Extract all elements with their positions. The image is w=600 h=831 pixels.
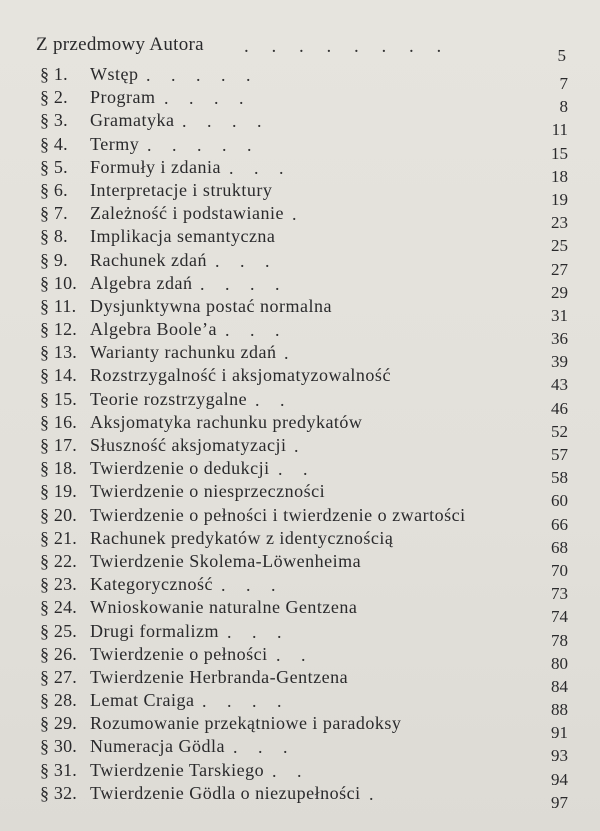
toc-section-number: § 27.: [40, 666, 77, 687]
toc-entry-title: Program: [90, 87, 156, 108]
toc-row: [36, 527, 576, 557]
toc-dot-leaders: . . .: [227, 621, 290, 642]
toc-row: [36, 110, 576, 140]
toc-section-number: § 10.: [40, 272, 77, 293]
toc-row: [36, 713, 576, 743]
toc-dot-leaders: . . . .: [200, 273, 288, 294]
toc-page-number: 46: [551, 398, 568, 418]
toc-section-number: § 3.: [40, 110, 68, 131]
toc-entry-title: Rozstrzygalność i aksjomatyzowalność: [90, 365, 391, 386]
toc-entry-title: Twierdzenie Skolema-Löwenheima: [90, 550, 362, 571]
toc-dot-leaders: . . .: [225, 320, 288, 341]
toc-page-number: 97: [551, 792, 568, 812]
toc-row: [36, 643, 576, 673]
toc-entry-title: Algebra zdań: [90, 272, 193, 293]
toc-page-number: 18: [551, 166, 568, 186]
toc-entry-title: Numeracja Gödla: [90, 736, 225, 757]
toc-entry-title: Teorie rozstrzygalne: [90, 388, 248, 409]
toc-entry-title: Twierdzenie o pełności i twierdzenie o zwartości: [90, 504, 466, 525]
toc-section-number: § 31.: [40, 759, 77, 780]
toc-page-number: 36: [551, 329, 568, 349]
toc-page-number: 80: [551, 653, 568, 673]
toc-row: [36, 87, 576, 117]
toc-section-number: § 21.: [40, 527, 77, 548]
toc-page-number: 68: [551, 537, 568, 557]
toc-section-number: § 30.: [40, 736, 77, 757]
toc-page-number: 23: [551, 213, 568, 233]
toc-entry-title: Rachunek zdań: [90, 249, 207, 270]
toc-page-number: 29: [551, 282, 568, 302]
toc-page-number: 73: [551, 584, 568, 604]
toc-entry-title: Rachunek predykatów z identycznością: [90, 527, 394, 548]
toc-page-number: 84: [551, 676, 568, 696]
toc-section-number: § 15.: [40, 388, 77, 409]
toc-entry-title: Interpretacje i struktury: [90, 179, 273, 200]
toc-dot-leaders: .: [284, 343, 297, 364]
toc-row: [36, 249, 576, 279]
toc-row: [36, 133, 576, 163]
toc-section-number: § 14.: [40, 365, 77, 386]
toc-dot-leaders: . . .: [221, 575, 284, 596]
toc-row: [36, 620, 576, 650]
toc-dot-leaders: . . .: [229, 157, 292, 178]
table-of-contents: [36, 64, 576, 812]
toc-dot-leaders: . . . . .: [146, 65, 259, 85]
toc-entry-title: Dysjunktywna postać normalna: [90, 295, 332, 316]
toc-dot-leaders: .: [369, 783, 382, 804]
toc-page-number: 8: [559, 97, 568, 117]
toc-section-number: § 22.: [40, 550, 77, 571]
toc-row: [36, 203, 576, 233]
toc-page-number: 57: [551, 445, 568, 464]
toc-section-number: § 23.: [40, 574, 77, 595]
toc-row: [36, 666, 576, 696]
toc-page-number: 58: [551, 468, 568, 488]
toc-section-number: § 11.: [40, 295, 77, 316]
toc-section-number: § 4.: [40, 133, 68, 154]
preface-title: Z przedmowy Autora: [36, 34, 204, 55]
toc-entry-title: Wnioskowanie naturalne Gentzena: [90, 597, 358, 618]
toc-row: [36, 435, 576, 464]
toc-section-number: § 7.: [40, 203, 68, 224]
toc-row: [36, 504, 576, 534]
toc-page-number: 91: [551, 723, 568, 743]
toc-entry-title: Twierdzenie Herbranda-Gentzena: [90, 666, 349, 687]
toc-section-number: § 17.: [40, 435, 77, 455]
toc-row: [36, 690, 576, 720]
toc-row: [36, 226, 576, 256]
toc-section-number: § 18.: [40, 458, 77, 479]
toc-row: [36, 458, 576, 488]
toc-section-number: § 19.: [40, 481, 77, 502]
toc-entry-title: Rozumowanie przekątniowe i paradoksy: [90, 713, 402, 734]
toc-section-number: § 20.: [40, 504, 77, 525]
toc-page-number: 15: [551, 143, 568, 163]
toc-section-number: § 9.: [40, 249, 68, 270]
toc-section-number: § 29.: [40, 713, 77, 734]
toc-row: [36, 597, 576, 627]
toc-dot-leaders: . .: [276, 644, 314, 665]
toc-entry-title: Termy: [90, 133, 140, 154]
toc-page-number: 60: [551, 491, 568, 511]
toc-entry-title: Twierdzenie Tarskiego: [90, 759, 265, 780]
toc-entry-title: Zależność i podstawianie: [90, 203, 284, 224]
toc-page-number: 66: [551, 514, 568, 534]
toc-page-number: 27: [551, 259, 568, 279]
toc-row: [36, 156, 576, 186]
toc-page-number: 11: [551, 120, 568, 140]
toc-dot-leaders: . .: [255, 389, 293, 410]
toc-page-number: 25: [551, 236, 568, 256]
toc-section-number: § 8.: [40, 226, 68, 247]
toc-entry-title: Twierdzenie o niesprzeczności: [90, 481, 326, 502]
toc-entry-title: Implikacja semantyczna: [90, 226, 276, 247]
toc-entry-title: Gramatyka: [90, 110, 175, 131]
preface-page-number: 5: [557, 46, 566, 65]
toc-page-number: 74: [551, 607, 568, 627]
toc-dot-leaders: .: [292, 204, 305, 225]
toc-dot-leaders: . . . .: [164, 88, 252, 109]
toc-section-number: § 25.: [40, 620, 77, 641]
toc-section-number: § 32.: [40, 782, 77, 803]
toc-row: [36, 759, 576, 789]
toc-dot-leaders: . . . . .: [147, 134, 260, 155]
toc-row: [36, 179, 576, 209]
toc-dot-leaders: . . .: [233, 737, 296, 758]
toc-dot-leaders: . . . .: [182, 111, 270, 132]
toc-row: [36, 319, 576, 349]
toc-section-number: § 26.: [40, 643, 77, 664]
toc-page-number: 7: [559, 74, 568, 93]
toc-row: [36, 736, 576, 766]
toc-row: [36, 388, 576, 418]
toc-section-number: § 12.: [40, 319, 77, 340]
toc-entry-title: Słuszność aksjomatyzacji: [90, 435, 287, 455]
toc-page-number: 19: [551, 189, 568, 209]
toc-entry-title: Twierdzenie Gödla o niezupełności: [90, 782, 361, 803]
toc-row: [36, 272, 576, 302]
toc-row: [36, 365, 576, 395]
toc-row: [36, 782, 576, 812]
toc-page-number: 43: [551, 375, 568, 395]
toc-page-number: 31: [551, 305, 568, 325]
toc-entry-title: Lemat Craiga: [90, 690, 195, 711]
toc-entry-title: Warianty rachunku zdań: [90, 342, 277, 363]
toc-entry-title: Algebra Boole’a: [90, 319, 217, 340]
toc-dot-leaders: . .: [278, 459, 316, 480]
toc-dot-leaders: . . . .: [202, 691, 290, 712]
toc-entry-title: Kategoryczność: [90, 574, 213, 595]
toc-row: [36, 342, 576, 372]
toc-dot-leaders: .: [294, 436, 307, 456]
toc-page-number: 52: [551, 421, 568, 441]
toc-section-number: § 2.: [40, 87, 68, 108]
toc-section-number: § 1.: [40, 64, 68, 84]
toc-row: [36, 295, 576, 325]
toc-dot-leaders: . . .: [215, 250, 278, 271]
preface-leaders: . . . . . . . .: [244, 36, 451, 57]
toc-row: [36, 550, 576, 580]
toc-entry-title: Formuły i zdania: [90, 156, 221, 177]
toc-page-number: 93: [551, 746, 568, 766]
toc-entry-title: Drugi formalizm: [90, 620, 219, 641]
toc-row: [36, 574, 576, 604]
toc-section-number: § 16.: [40, 411, 77, 432]
toc-entry-title: Twierdzenie o dedukcji: [90, 458, 270, 479]
toc-row: [36, 481, 576, 511]
toc-section-number: § 5.: [40, 156, 68, 177]
toc-page-number: 70: [551, 560, 568, 580]
toc-page-number: 94: [551, 769, 568, 789]
toc-entry-title: Wstęp: [90, 64, 139, 84]
toc-page-number: 88: [551, 700, 568, 720]
toc-section-number: § 28.: [40, 690, 77, 711]
toc-row: [36, 411, 576, 441]
toc-row: [36, 64, 576, 93]
toc-section-number: § 13.: [40, 342, 77, 363]
toc-section-number: § 6.: [40, 179, 68, 200]
toc-entry-title: Twierdzenie o pełności: [90, 643, 268, 664]
toc-dot-leaders: . .: [272, 760, 310, 781]
toc-page-number: 39: [551, 352, 568, 372]
toc-page-number: 78: [551, 630, 568, 650]
toc-section-number: § 24.: [40, 597, 77, 618]
toc-entry-title: Aksjomatyka rachunku predykatów: [90, 411, 363, 432]
